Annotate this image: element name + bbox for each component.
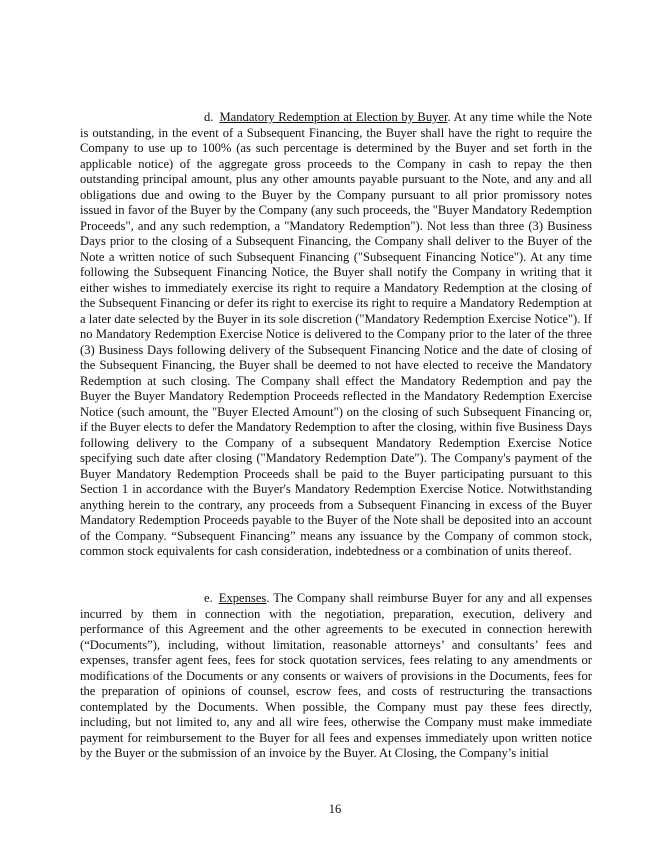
paragraph-mandatory-redemption: [80, 110, 592, 560]
page-number: 16: [328, 802, 342, 816]
paragraph-label-e: e.: [204, 591, 213, 605]
paragraph-label-d: d.: [204, 110, 214, 124]
heading-mandatory-redemption: Mandatory Redemption at Election by Buyer: [219, 110, 448, 124]
paragraph-text-e: . The Company shall reimburse Buyer for any and all expenses incurred by them in connection with the negotiation, preparation, execution, delivery and performance of this Agreement and the other agreements to be executed in connection herewith (“Documents”), including, without limitation, reasonable attorneys’ and consultants’ fees and expenses, transfer agent fees, fees for stock quotation services, fees relating to any amendments or modifications of the Documents or any consents or waivers of provisions in the Documents, fees for the preparation of opinions of counsel, escrow fees, and costs of restructuring the transactions contemplated by the Documents. When possible, the Company must pay these fees directly, including, but not limited to, any and all wire fees, otherwise the Company must make immediate payment for reimbursement to the Buyer for all fees and expenses immediately upon written notice by the Buyer or the submission of an invoice by the Buyer. At Closing, the Company’s initial: [80, 591, 592, 760]
heading-expenses: Expenses: [218, 591, 267, 605]
paragraph-text-d: . At any time while the Note is outstanding, in the event of a Subsequent Financing, the Buyer shall have the right to require the Company to use up to 100% (as such percentage is determined by the Buyer and set forth in the applicable notice) of the aggregate gross proceeds to the Company in cash to repay the then outstanding principal amount, plus any other amounts payable pursuant to the Note, and any and all obligations due and owing to the Buyer by the Company pursuant to all prior promissory notes issued in favor of the Buyer by the Company (any such proceeds, the "Buyer Mandatory Redemption Proceeds", and any such redemption, a "Mandatory Redemption"). Not less than three (3) Business Days prior to the closing of a Subsequent Financing, the Company shall deliver to the Buyer of the Note a written notice of such Subsequent Financing ("Subsequent Financing Notice"). At any time following the Subsequent Financing Notice, the Buyer shall notify the Company in writing that it either wishes to immediately exercise its right to require a Mandatory Redemption at the closing of the Subsequent Financing or defer its right to exercise its right to require a Mandatory Redemption at a later date selected by the Buyer in its sole discretion ("Mandatory Redemption Exercise Notice"). If no Mandatory Redemption Exercise Notice is delivered to the Company prior to the later of the three (3) Business Days following delivery of the Subsequent Financing Notice and the date of closing of the Subsequent Financing, the Buyer shall be deemed to not have elected to receive the Mandatory Redemption at such closing. The Company shall effect the Mandatory Redemption and pay the Buyer the Buyer Mandatory Redemption Proceeds reflected in the Mandatory Redemption Exercise Notice (such amount, the "Buyer Elected Amount") on the closing of such Subsequent Financing or, if the Buyer elects to defer the Mandatory Redemption to after the closing, within five Business Days following delivery to the Company of a subsequent Mandatory Redemption Exercise Notice specifying such date after closing ("Mandatory Redemption Date"). The Company's payment of the Buyer Mandatory Redemption Proceeds shall be paid to the Buyer participating pursuant to this Section 1 in accordance with the Buyer's Mandatory Redemption Exercise Notice. Notwithstanding anything herein to the contrary, any proceeds from a Subsequent Financing in excess of the Buyer Mandatory Redemption Proceeds payable to the Buyer of the Note shall be deposited into an account of the Company. “Subsequent Financing” means any issuance by the Company of common stock, common stock equivalents for cash consideration, indebtedness or a combination of units thereof.: [80, 110, 592, 558]
paragraph-expenses: [80, 591, 592, 762]
